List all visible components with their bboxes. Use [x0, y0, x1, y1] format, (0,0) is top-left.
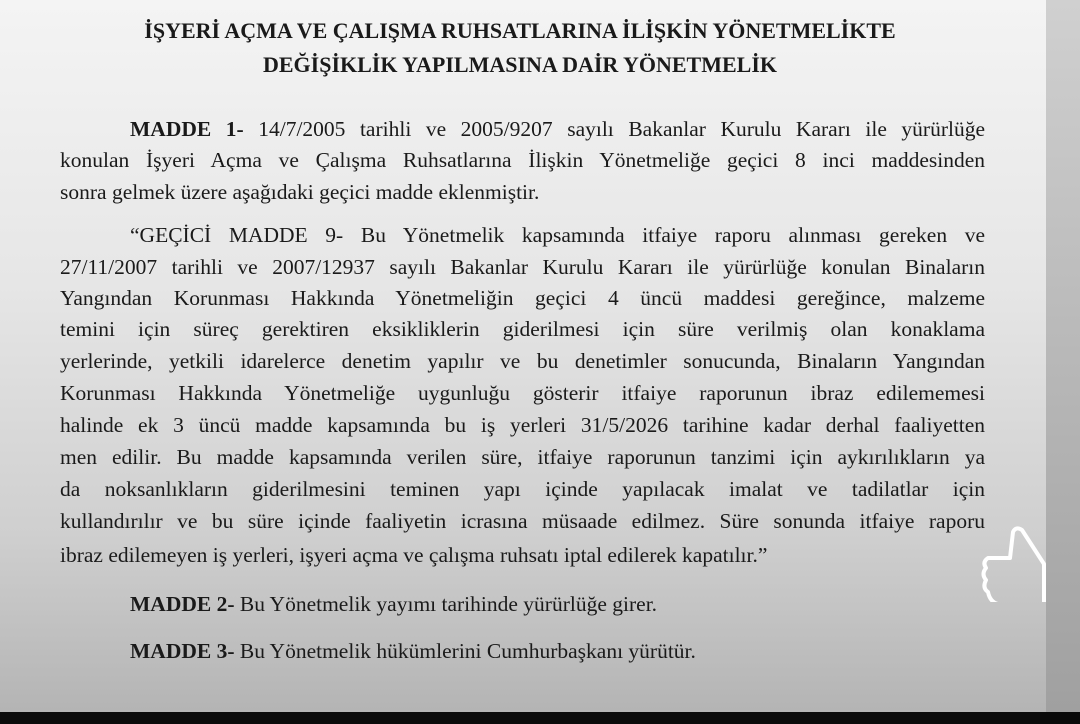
- madde-3-label: MADDE 3-: [130, 639, 235, 663]
- madde-1-line: sonra gelmek üzere aşağıdaki geçici madde eklenmiştir.: [60, 180, 540, 204]
- bottom-bar: [0, 712, 1080, 724]
- gecici-madde-line: Korunması Hakkında Yönetmeliğe uygunluğu gösterir itfaiye raporunun ibraz edilememesi: [60, 381, 985, 405]
- gecici-madde-line: “GEÇİCİ MADDE 9- Bu Yönetmelik kapsamında itfaiye raporu alınması gereken ve: [130, 223, 985, 247]
- document-title-line-1: İŞYERİ AÇMA VE ÇALIŞMA RUHSATLARINA İLİŞKİN YÖNETMELİKTE: [144, 18, 896, 43]
- gecici-madde-line: men edilir. Bu madde kapsamında verilen süre, itfaiye raporunun tanzimi için aykırılıkların ya: [60, 445, 985, 469]
- gecici-madde-line: yerlerinde, yetkili idarelerce denetim yapılır ve bu denetimler sonucunda, Binaların Yangından: [60, 349, 985, 373]
- madde-2-line: MADDE 2- Bu Yönetmelik yayımı tarihinde yürürlüğe girer.: [130, 592, 658, 616]
- right-edge-strip: [1046, 0, 1080, 712]
- gecici-madde-line: Yangından Korunması Hakkında Yönetmeliğin geçici 4 üncü maddesi gereğince, malzeme: [60, 286, 985, 310]
- gecici-madde-line: ibraz edilemeyen iş yerleri, işyeri açma ve çalışma ruhsatı iptal edilerek kapatılır.”: [60, 543, 768, 567]
- document-title-line-2: DEĞİŞİKLİK YAPILMASINA DAİR YÖNETMELİK: [262, 52, 778, 77]
- madde-1-line: MADDE 1- 14/7/2005 tarihli ve 2005/9207 sayılı Bakanlar Kurulu Kararı ile yürürlüğe: [130, 117, 985, 141]
- madde-3-line: MADDE 3- Bu Yönetmelik hükümlerini Cumhurbaşkanı yürütür.: [130, 639, 696, 663]
- gecici-madde-line: da noksanlıkların giderilmesini teminen yapı içinde yapılacak imalat ve tadilatlar için: [60, 477, 985, 501]
- madde-2-label: MADDE 2-: [130, 592, 235, 616]
- madde-1-line: konulan İşyeri Açma ve Çalışma Ruhsatlarına İlişkin Yönetmeliğe geçici 8 inci maddesinden: [60, 148, 985, 172]
- gecici-madde-line: halinde ek 3 üncü madde kapsamında bu iş yerleri 31/5/2026 tarihine kadar derhal faaliyetten: [60, 413, 985, 437]
- madde-1-label: MADDE 1-: [130, 117, 244, 141]
- gecici-madde-line: 27/11/2007 tarihli ve 2007/12937 sayılı Bakanlar Kurulu Kararı ile yürürlüğe konulan Binaların: [60, 255, 985, 279]
- thumbs-up-icon[interactable]: [978, 522, 1048, 602]
- gecici-madde-line: kullandırılır ve bu süre içinde faaliyetin icrasına müsaade edilmez. Süre sonunda itfaiye raporu: [60, 509, 985, 533]
- gecici-madde-line: temini için süreç gerektiren eksikliklerin giderilmesi için süre verilmiş olan konaklama: [60, 317, 985, 341]
